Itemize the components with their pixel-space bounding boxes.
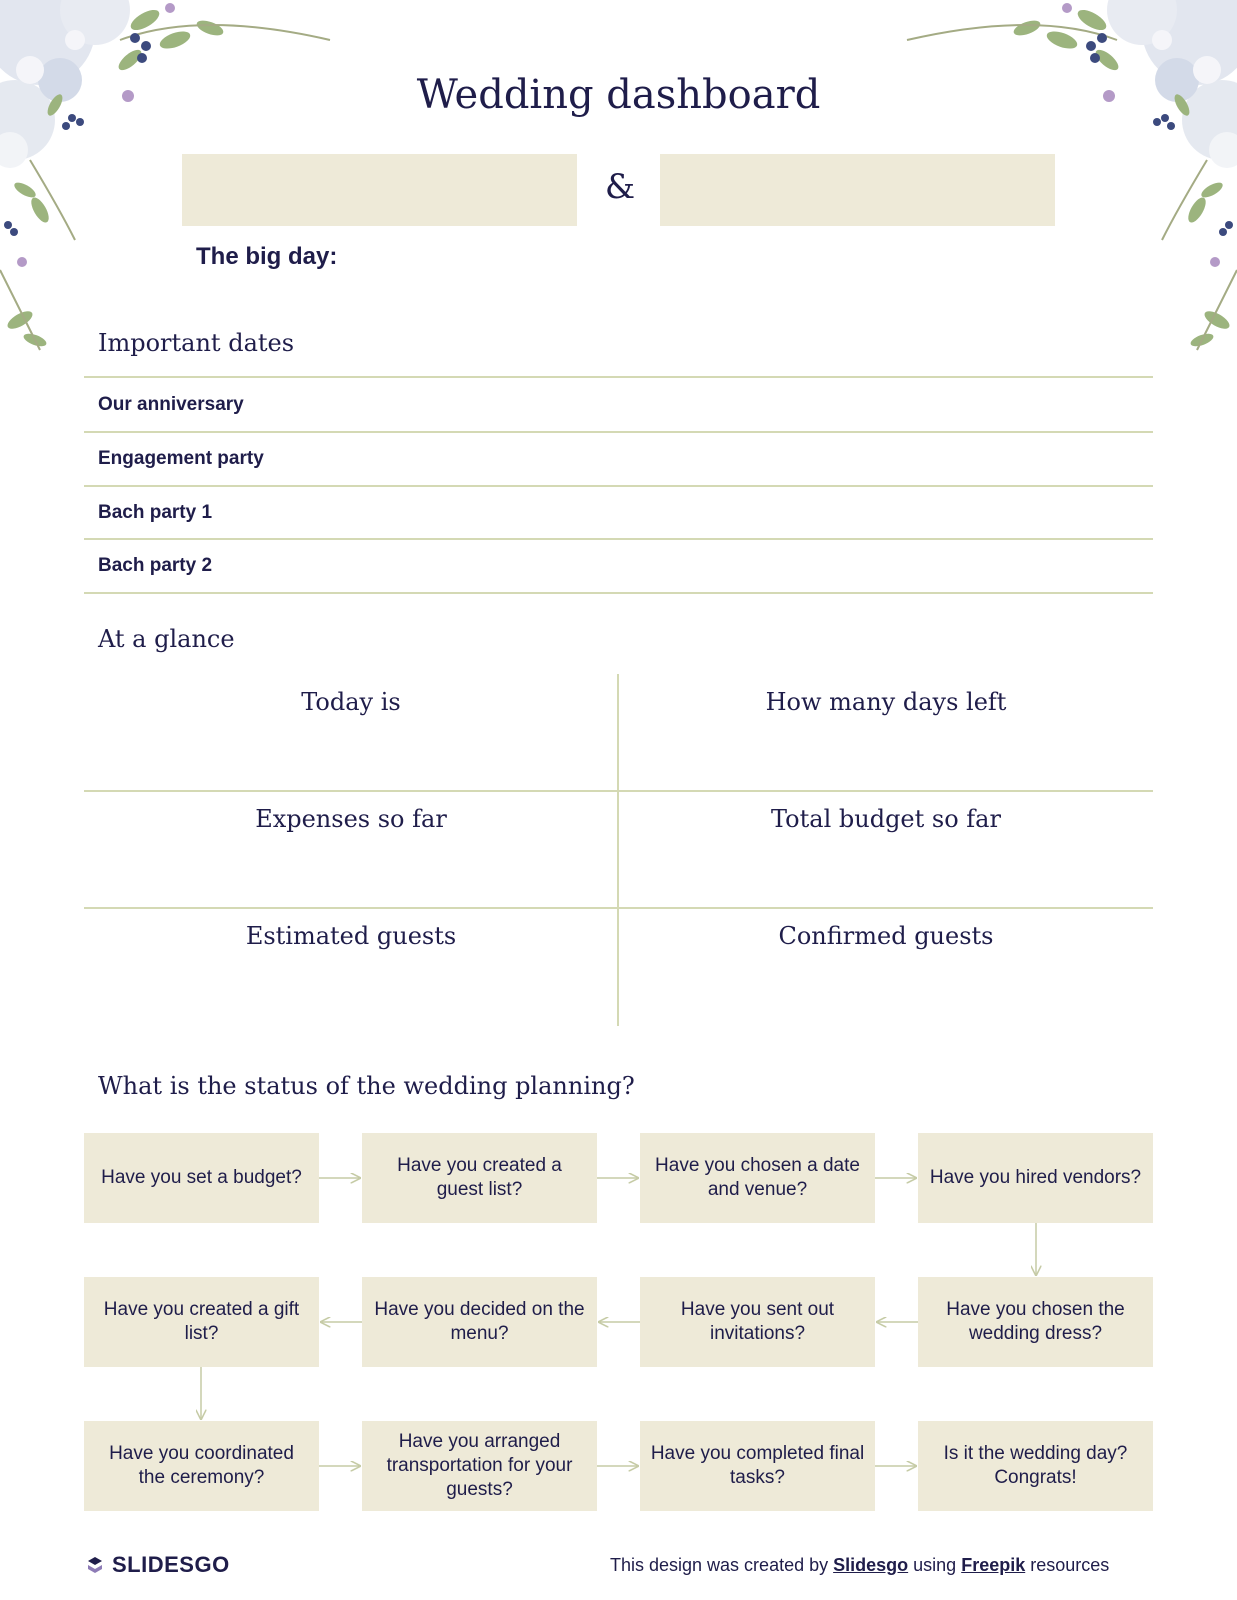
credit-prefix: This design was created by: [610, 1555, 829, 1575]
glance-cell-label: Expenses so far: [255, 805, 447, 833]
planning-status-heading: What is the status of the wedding planning?: [98, 1072, 635, 1100]
credit-suffix: resources: [1030, 1555, 1110, 1575]
slidesgo-logo-icon: [84, 1554, 106, 1576]
glance-cell-label: Confirmed guests: [778, 922, 994, 950]
page-title: Wedding dashboard: [416, 72, 821, 118]
flow-step-box: Have you set a budget?: [84, 1133, 319, 1223]
glance-cell-label: Estimated guests: [245, 922, 457, 950]
grid-vertical-divider: [617, 674, 619, 1026]
logo-text: SLIDESGO: [112, 1552, 230, 1577]
date-row-label: Our anniversary: [98, 394, 244, 415]
glance-cell-label: Total budget so far: [771, 805, 1001, 833]
grid-divider: [84, 790, 1153, 792]
divider: [84, 431, 1153, 433]
date-row-label: Bach party 1: [98, 502, 213, 523]
glance-cell-label: How many days left: [765, 688, 1007, 716]
ampersand: &: [604, 167, 636, 207]
flow-step-box: Have you created a guest list?: [362, 1133, 597, 1223]
credit-middle: using: [913, 1555, 957, 1575]
date-row-label: Engagement party: [98, 448, 264, 469]
slidesgo-logo[interactable]: [84, 1552, 230, 1578]
flow-step-box: Is it the wedding day? Congrats!: [918, 1421, 1153, 1511]
flow-step-box: Have you chosen a date and venue?: [640, 1133, 875, 1223]
slidesgo-link[interactable]: Slidesgo: [833, 1555, 909, 1575]
partner-two-name-field[interactable]: [660, 154, 1055, 226]
flow-step-box: Have you arranged transportation for your guests?: [362, 1421, 597, 1511]
flow-step-box: Have you completed final tasks?: [640, 1421, 875, 1511]
divider: [84, 485, 1153, 487]
flow-step-box: Have you decided on the menu?: [362, 1277, 597, 1367]
credit-line: [610, 1555, 1109, 1576]
partner-one-name-field[interactable]: [182, 154, 577, 226]
flow-step-box: Have you hired vendors?: [918, 1133, 1153, 1223]
freepik-link[interactable]: Freepik: [961, 1555, 1026, 1575]
big-day-label: The big day:: [196, 243, 338, 270]
flow-step-box: Have you chosen the wedding dress?: [918, 1277, 1153, 1367]
date-row-label: Bach party 2: [98, 555, 213, 576]
important-dates-heading: Important dates: [98, 329, 295, 357]
flow-step-box: Have you sent out invitations?: [640, 1277, 875, 1367]
at-a-glance-heading: At a glance: [98, 625, 235, 653]
flow-step-box: Have you created a gift list?: [84, 1277, 319, 1367]
flow-step-box: Have you coordinated the ceremony?: [84, 1421, 319, 1511]
glance-cell-label: Today is: [301, 688, 401, 716]
grid-divider: [84, 907, 1153, 909]
divider: [84, 538, 1153, 540]
divider: [84, 376, 1153, 378]
divider: [84, 592, 1153, 594]
